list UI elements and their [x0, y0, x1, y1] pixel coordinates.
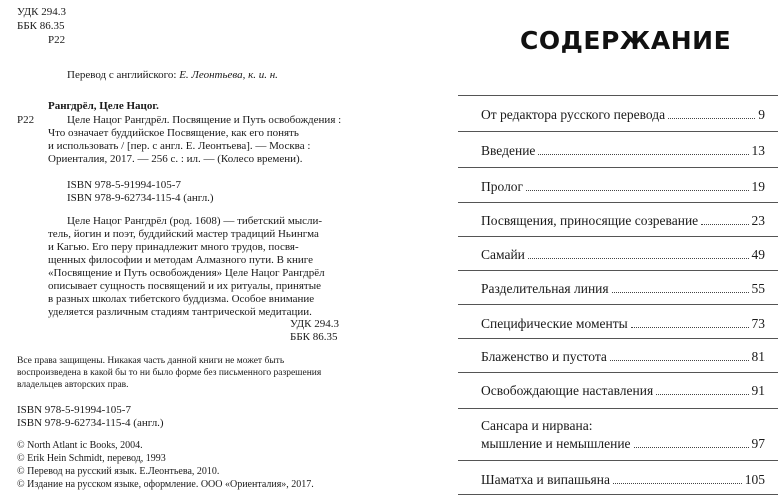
divider — [458, 270, 778, 271]
isbn-bottom: ISBN 978-5-91994-105-7 — [17, 404, 131, 416]
toc-entry — [481, 312, 765, 332]
divider — [458, 372, 778, 373]
p22-code: Р22 — [17, 114, 35, 126]
toc-page: 73 — [751, 316, 765, 331]
bib-line: Что означает буддийское Посвящение, как его понять — [48, 127, 299, 139]
toc-entry — [481, 277, 765, 297]
code-label: Р22 — [48, 34, 66, 46]
translator-name: Е. Леонтьева, к. и. н. — [179, 69, 278, 81]
rights-line: воспроизведена в какой бы то ни было форме без письменного разрешения — [17, 368, 322, 378]
annotation-line: и Кагью. Его перу принадлежит много трудов, посвя- — [48, 241, 299, 253]
toc-page: 23 — [751, 213, 765, 228]
toc-label: Пролог — [481, 179, 524, 194]
toc-label: Введение — [481, 143, 536, 158]
toc-label: Посвящения, приносящие созревание — [481, 213, 699, 228]
toc-page: 49 — [751, 247, 765, 262]
copyright-line: © North Atlant ic Books, 2004. — [17, 440, 143, 451]
toc-entry — [481, 139, 765, 159]
toc-leader — [613, 482, 742, 484]
annotation-line: описывает сущность посвящений и их ритуалы, принятые — [48, 280, 321, 292]
rights-line: владельцев авторских прав. — [17, 380, 129, 390]
bib-line: и использовать / [пер. с англ. Е. Леонтьева]. — Москва : — [48, 140, 311, 152]
toc-leader — [656, 393, 748, 395]
toc-entry — [481, 243, 765, 263]
annotation-line: Целе Нацог Рангдрёл (род. 1608) — тибетский мысли- — [67, 215, 323, 227]
toc-leader — [612, 291, 749, 293]
toc-label: Освобождающие наставления — [481, 383, 654, 398]
toc-leader — [538, 153, 748, 155]
toc-page: 9 — [758, 107, 765, 122]
bib-line: Ориенталия, 2017. — 256 с. : ил. — (Колесо времени). — [48, 153, 303, 165]
toc-label: Шаматха и випашьяна — [481, 472, 610, 487]
divider — [458, 236, 778, 237]
toc-leader — [668, 117, 755, 119]
toc-label: Специфические моменты — [481, 316, 628, 331]
toc-label: От редактора русского перевода — [481, 107, 666, 122]
isbn-bottom: ISBN 978-9-62734-115-4 (англ.) — [17, 417, 164, 429]
author-heading: Рангдрёл, Целе Нацог. — [48, 100, 159, 112]
toc-entry — [481, 379, 765, 399]
toc-leader — [631, 326, 749, 328]
toc-entry — [481, 468, 765, 488]
page-title: СОДЕРЖАНИЕ — [520, 26, 732, 55]
toc-page: 55 — [751, 281, 765, 296]
toc-leader — [610, 359, 749, 361]
divider — [458, 95, 778, 96]
translator-line — [67, 69, 278, 82]
toc-leader — [528, 257, 749, 259]
divider — [458, 167, 778, 168]
divider — [458, 494, 778, 495]
translator-prefix: Перевод с английского: — [67, 69, 180, 81]
toc-page: 97 — [751, 436, 765, 451]
annotation-line: в разных школах тибетского буддизма. Особое внимание — [48, 293, 315, 305]
toc-label-first-line: Сансара и нирвана: — [481, 418, 593, 433]
udk-label: УДК 294.3 — [17, 6, 67, 18]
toc-entry — [481, 175, 765, 195]
rights-line: Все права защищены. Никакая часть данной книги не может быть — [17, 356, 285, 366]
divider — [458, 338, 778, 339]
toc-entry — [481, 209, 765, 229]
divider — [458, 202, 778, 203]
toc-leader — [526, 189, 748, 191]
toc-page: 105 — [744, 472, 765, 487]
toc-label: мышление и немышление — [481, 436, 631, 451]
bbk-bottom: ББК 86.35 — [290, 331, 338, 343]
toc-entry — [481, 432, 765, 452]
divider — [458, 304, 778, 305]
isbn-line: ISBN 978-5-91994-105-7 — [67, 179, 181, 191]
annotation-line: щенных философии и методам Алмазного пути. В книге — [48, 254, 314, 266]
copyright-line: © Erik Hein Schmidt, перевод, 1993 — [17, 453, 166, 464]
bbk-label: ББК 86.35 — [17, 20, 65, 32]
toc-leader — [634, 446, 749, 448]
toc-page: 81 — [751, 349, 765, 364]
annotation-line: уделяется различным стадиям тантрической медитации. — [48, 306, 312, 318]
divider — [458, 460, 778, 461]
toc-page: 13 — [751, 143, 765, 158]
bib-line: Целе Нацог Рангдрёл. Посвящение и Путь освобождения : — [67, 114, 342, 126]
toc-label: Блаженство и пустота — [481, 349, 607, 364]
divider — [458, 408, 778, 409]
toc-page: 19 — [751, 179, 765, 194]
toc-page: 91 — [751, 383, 765, 398]
divider — [458, 131, 778, 132]
udk-bottom: УДК 294.3 — [290, 318, 340, 330]
toc-leader — [701, 223, 748, 225]
toc-entry — [481, 345, 765, 365]
annotation-line: «Посвящение и Путь освобождения» Целе Нацог Рангдрёл — [48, 267, 325, 279]
toc-label: Разделительная линия — [481, 281, 609, 296]
isbn-line: ISBN 978-9-62734-115-4 (англ.) — [67, 192, 214, 204]
copyright-line: © Издание на русском языке, оформление. ООО «Ориенталия», 2017. — [17, 479, 314, 490]
toc-entry — [481, 103, 765, 123]
copyright-line: © Перевод на русский язык. Е.Леонтьева, 2010. — [17, 466, 220, 477]
annotation-line: тель, йогин и поэт, буддийский мастер традиций Ньингма — [48, 228, 319, 240]
toc-label: Самайи — [481, 247, 525, 262]
